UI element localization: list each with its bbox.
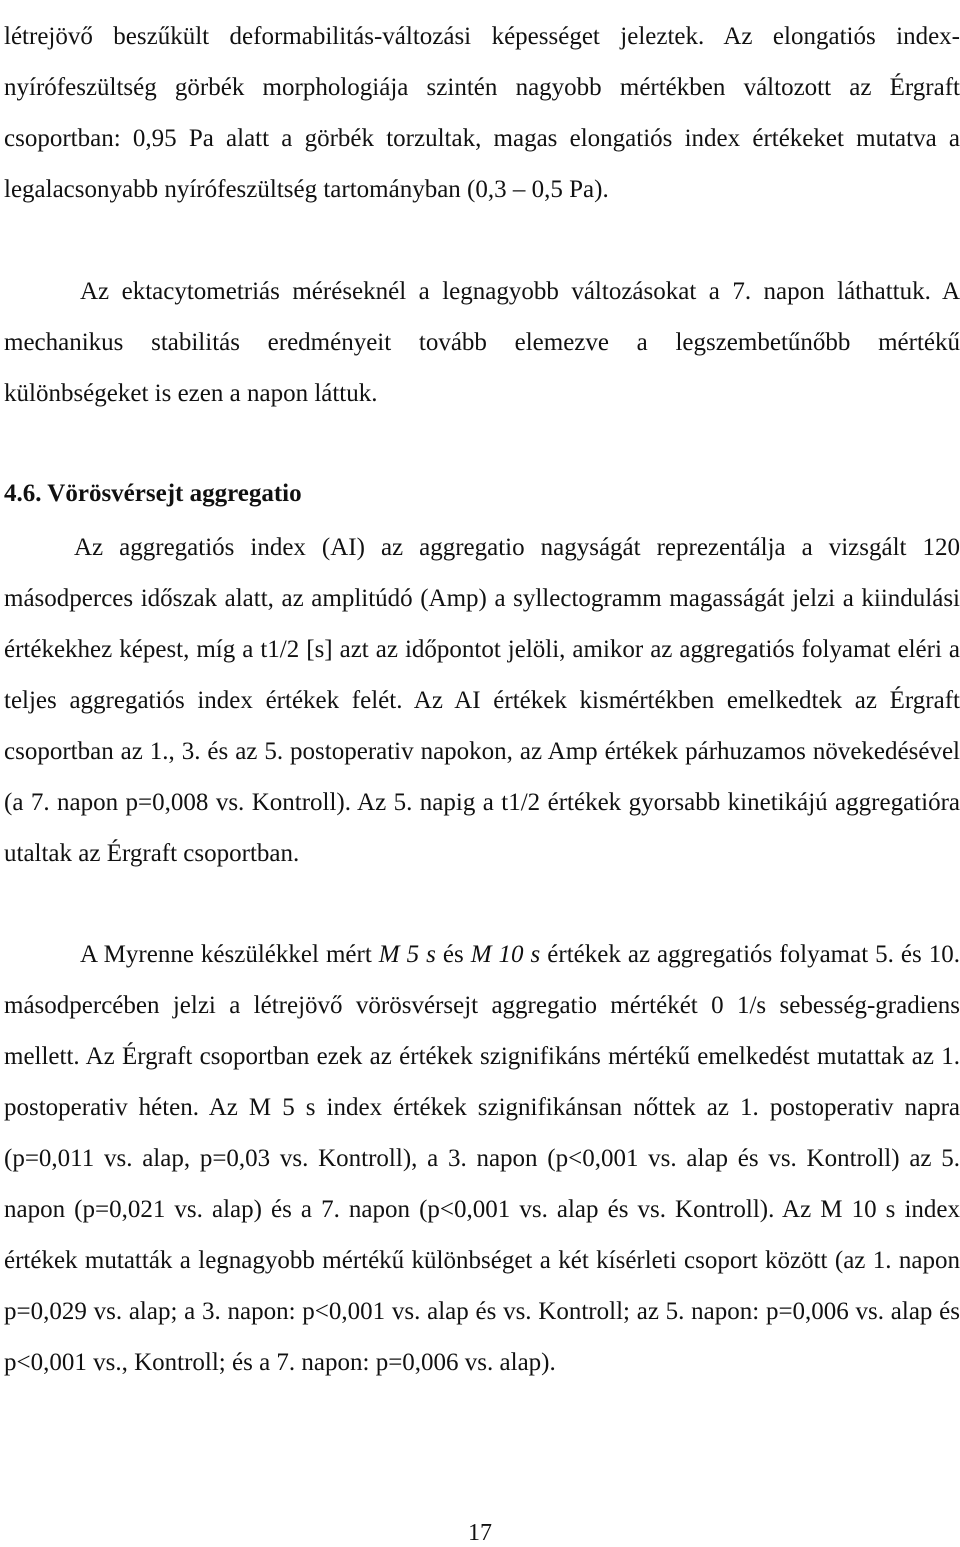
- results-paragraph-ektacytometry: Az ektacytometriás méréseknél a legnagyobb változásokat a 7. napon láthattuk. A mechanikus stabilitás eredményeit tovább elemezve a legszembetűnőbb mértékű különbségeket is ezen a napon láttuk.: [4, 278, 960, 407]
- myrenne-paragraph-connector: és: [435, 941, 471, 968]
- section-heading-red-cell-aggregation: 4.6. Vörösvérsejt aggregatio: [4, 479, 302, 507]
- m5s-term: M 5 s: [378, 941, 436, 968]
- results-paragraph-deformability: létrejövő beszűkült deformabilitás-változási képességet jeleztek. Az elongatiós index-nyírófeszültség görbék morphologiája szintén nagyobb mértékben változott az Érgraft csoportban: 0,95 Pa alatt a görbék torzultak, magas elongatiós index értékeket mutatva a legalacsonyabb nyírófeszültség tartományban (0,3 – 0,5 Pa).: [4, 23, 960, 203]
- aggregation-index-paragraph: Az aggregatiós index (AI) az aggregatio nagyságát reprezentálja a vizsgált 120 másodperces időszak alatt, az amplitúdó (Amp) a syllectogramm magasságát jelzi a kiindulási értékekhez képest, míg a t1/2 [s] azt az időpontot jelöli, amikor az aggregatiós folyamat eléri a teljes aggregatiós index értékek felét. Az AI értékek kismértékben emelkedtek az Érgraft csoportban az 1., 3. és az 5. postoperativ napokon, az Amp értékek párhuzamos növekedésével (a 7. napon p=0,008 vs. Kontroll). Az 5. napig a t1/2 értékek gyorsabb kinetikájú aggregatióra utaltak az Érgraft csoportban.: [4, 534, 960, 867]
- m10s-term: M 10 s: [470, 941, 541, 968]
- myrenne-paragraph-body: értékek az aggregatiós folyamat 5. és 10. másodpercében jelzi a létrejövő vörösvérsejt aggregatio mértékét 0 1/s sebesség-gradiens mellett. Az Érgraft csoportban ezek az értékek szignifikáns mértékű emelkedést mutattak az 1. postoperativ héten. Az M 5 s index értékek szignifikánsan nőttek az 1. postoperativ napra (p=0,011 vs. alap, p=0,03 vs. Kontroll), a 3. napon (p<0,001 vs. alap és vs. Kontroll) az 5. napon (p=0,021 vs. alap) és a 7. napon (p<0,001 vs. alap és vs. Kontroll). Az M 10 s index értékek mutatták a legnagyobb mértékű különbséget a két kísérleti csoport között (az 1. napon p=0,029 vs. alap; a 3. napon: p<0,001 vs. alap és vs. Kontroll; az 5. napon: p=0,006 vs. alap és p<0,001 vs., Kontroll; és a 7. napon: p=0,006 vs. alap).: [4, 941, 960, 1376]
- page-number: 17: [468, 1520, 492, 1546]
- myrenne-paragraph-intro: A Myrenne készülékkel mért: [80, 941, 379, 968]
- myrenne-measurement-paragraph: [4, 929, 960, 1388]
